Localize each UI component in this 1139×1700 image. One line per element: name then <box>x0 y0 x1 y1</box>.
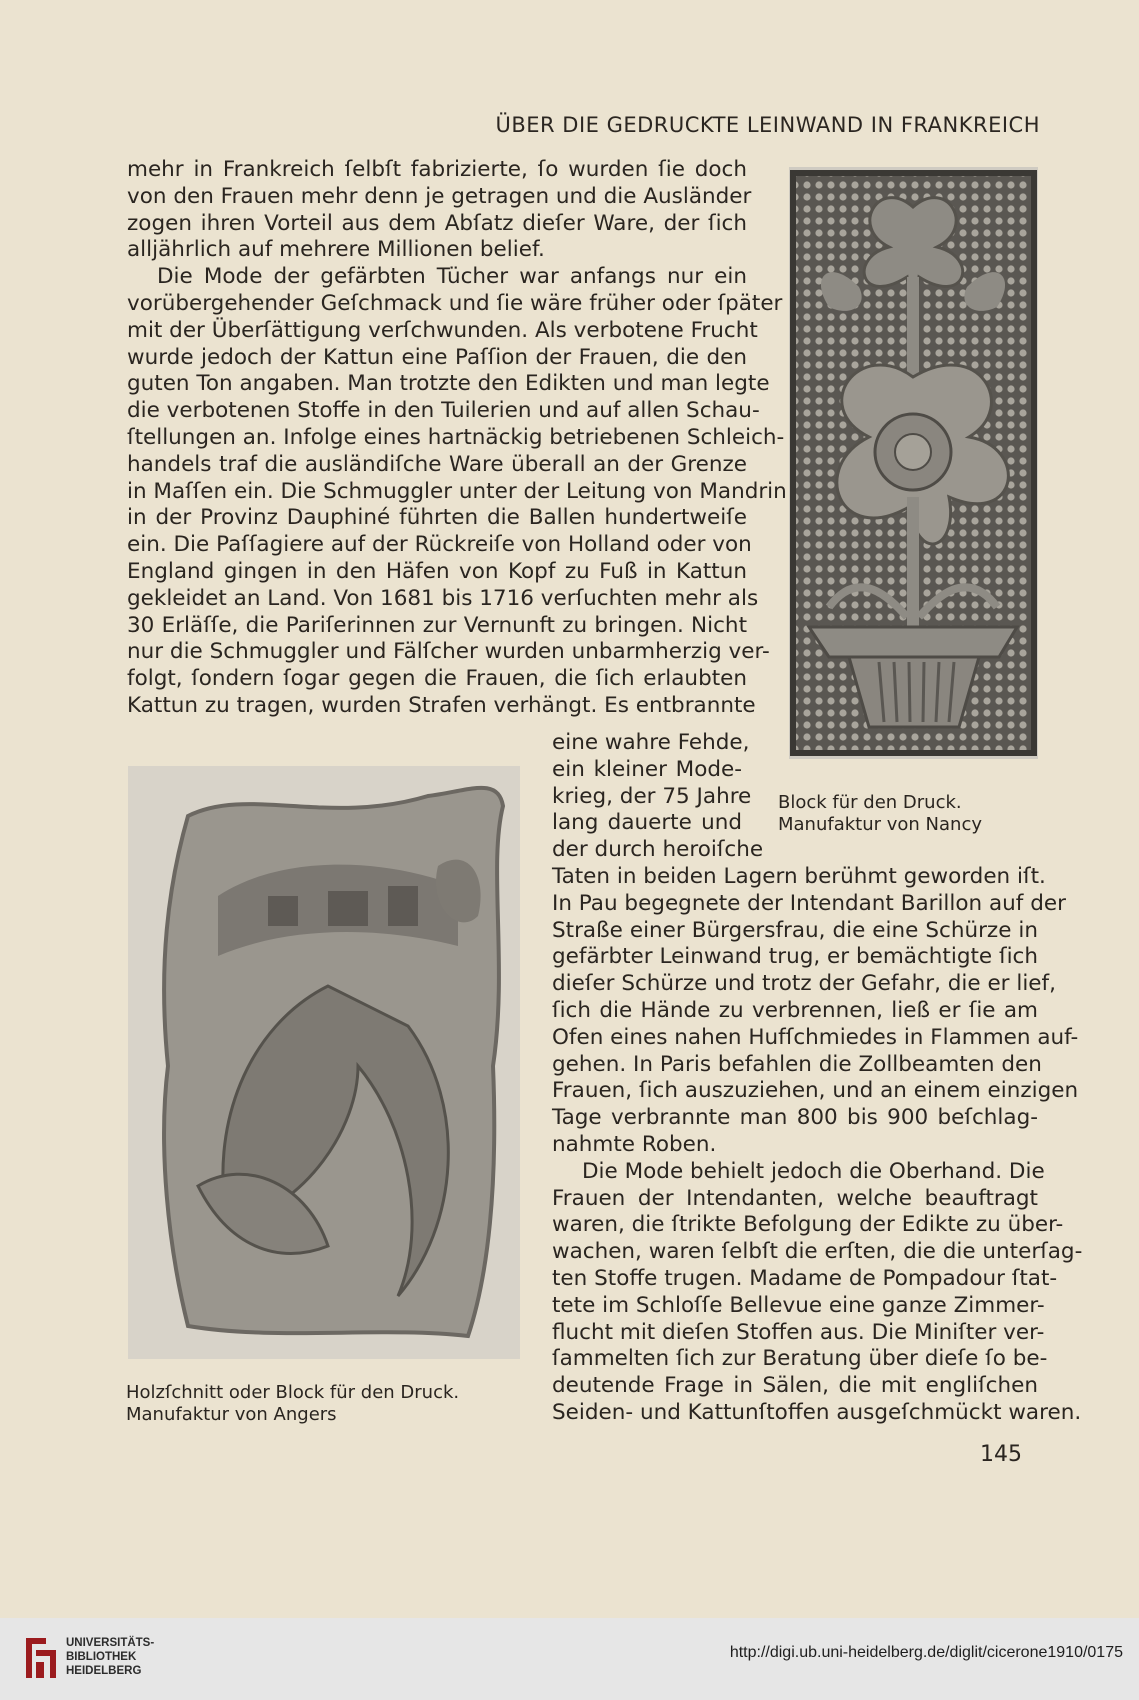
caption-nancy-line-1: Block für den Druck. <box>778 792 962 813</box>
text-line: gekleidet an Land. Von 1681 bis 1716 verſuchten mehr als <box>127 585 759 611</box>
text-line: Tage verbrannte man 800 bis 900 beſchlag- <box>552 1105 1038 1131</box>
caption-angers-line-2: Manufaktur von Angers <box>126 1404 337 1425</box>
text-line: alljährlich auf mehrere Millionen belief. <box>127 237 545 263</box>
body-text-column-1 <box>127 157 787 720</box>
text-line: nur die Schmuggler und Fälſcher wurden unbarmherzig ver- <box>127 639 770 665</box>
library-footer <box>0 1618 1139 1700</box>
text-line: Frauen der Intendanten, welche beauftragt <box>552 1185 1038 1211</box>
text-line: vorübergehender Geſchmack und ſie wäre früher oder ſpäter <box>127 290 783 316</box>
text-line: wurde jedoch der Kattun eine Paſſion der Frauen, die den <box>127 344 747 370</box>
source-url-link[interactable]: http://digi.ub.uni-heidelberg.de/diglit/cicerone1910/0175 <box>729 1644 1123 1661</box>
text-line: ein. Die Paſſagiere auf der Rückreiſe von Holland oder von <box>127 532 752 558</box>
text-line: 30 Erläſſe, die Pariſerinnen zur Vernunft zu bringen. Nicht <box>127 612 747 638</box>
text-line: wachen, waren ſelbſt die erſten, die die unterſag- <box>552 1239 1083 1265</box>
text-line: die verbotenen Stoffe in den Tuilerien und auf allen Schau- <box>127 398 760 424</box>
text-line: ſammelten ſich zur Beratung über dieſe ſo be- <box>552 1346 1048 1372</box>
figure-caption-angers <box>126 1382 459 1426</box>
text-line: Taten in beiden Lagern berühmt geworden iſt. <box>552 864 1046 889</box>
text-line: Kattun zu tragen, wurden Strafen verhängt. Es entbrannte <box>127 692 756 718</box>
text-line: ein kleiner Mode- <box>552 756 742 782</box>
text-line: zogen ihren Vorteil aus dem Abſatz dieſer Ware, der ſich <box>127 210 747 236</box>
text-line: krieg, der 75 Jahre <box>552 783 752 809</box>
carved-landscape-block-icon <box>128 766 520 1359</box>
university-library-logo-icon <box>22 1632 62 1684</box>
text-line: waren, die ſtrikte Befolgung der Edikte zu über- <box>552 1212 1064 1238</box>
woodblock-angers-image <box>128 766 520 1359</box>
figure-caption-nancy <box>778 792 982 836</box>
text-line: handels traf die ausländiſche Ware überall an der Grenze <box>127 451 747 477</box>
text-line: gehen. In Paris befahlen die Zollbeamten den <box>552 1051 1042 1077</box>
text-line: Straße einer Bürgersfrau, die eine Schürze in <box>552 917 1038 943</box>
text-line: In Pau begegnete der Intendant Barillon auf der <box>552 890 1066 916</box>
page-number: 145 <box>980 1442 1022 1467</box>
woodblock-nancy-image <box>789 167 1038 759</box>
logo-line-2: BIBLIOTHEK <box>66 1651 137 1663</box>
text-line: ſtellungen an. Infolge eines hartnäckig betriebenen Schleich- <box>127 424 785 450</box>
running-title: ÜBER DIE GEDRUCKTE LEINWAND IN FRANKREICH <box>495 113 1040 137</box>
text-line: der durch heroiſche <box>552 837 764 863</box>
library-logo-text <box>66 1636 154 1678</box>
text-line: deutende Frage in Sälen, die mit engliſchen <box>552 1373 1038 1399</box>
text-line: eine wahre Fehde, <box>552 730 750 755</box>
text-line: gefärbter Leinwand trug, er bemächtigte ſich <box>552 944 1038 970</box>
logo-line-1: UNIVERSITÄTS- <box>66 1637 155 1649</box>
text-line: mit der Überſättigung verſchwunden. Als verbotene Frucht <box>127 317 758 343</box>
text-line: flucht mit dieſen Stoffen aus. Die Miniſter ver- <box>552 1319 1045 1345</box>
caption-nancy-line-2: Manufaktur von Nancy <box>778 814 983 835</box>
text-line: lang dauerte und <box>552 810 742 836</box>
text-line: in Maſſen ein. Die Schmuggler unter der Leitung von Mandrin <box>127 478 787 504</box>
text-line: Ofen eines nahen Hufſchmiedes in Flammen auf- <box>552 1024 1079 1050</box>
text-line: von den Frauen mehr denn je getragen und die Ausländer <box>127 183 752 209</box>
text-line: nahmte Roben. <box>552 1131 717 1157</box>
text-line: ſich die Hände zu verbrennen, ließ er ſie am <box>552 997 1038 1023</box>
floral-vase-block-icon <box>789 167 1038 759</box>
text-line: mehr in Frankreich ſelbſt fabrizierte, ſo wurden ſie doch <box>127 157 747 182</box>
text-line: tete im Schloſſe Bellevue eine ganze Zimmer- <box>552 1292 1045 1318</box>
text-line: dieſer Schürze und trotz der Gefahr, die er lief, <box>552 971 1056 997</box>
text-line: folgt, ſondern ſogar gegen die Frauen, die ſich erlaubten <box>127 666 747 692</box>
text-line: ten Stoffe trugen. Madame de Pompadour ſtat- <box>552 1265 1058 1291</box>
body-text-column-2 <box>552 864 1083 1427</box>
text-line: Die Mode behielt jedoch die Oberhand. Die <box>582 1158 1045 1184</box>
logo-line-3: HEIDELBERG <box>66 1665 142 1677</box>
text-line: Die Mode der gefärbten Tücher war anfangs nur ein <box>157 264 747 290</box>
body-text-narrow <box>552 730 764 864</box>
text-line: Seiden- und Kattunſtoffen ausgeſchmückt waren. <box>552 1399 1082 1425</box>
text-line: in der Provinz Dauphiné führten die Ballen hundertweiſe <box>127 505 747 531</box>
caption-angers-line-1: Holzſchnitt oder Block für den Druck. <box>126 1382 460 1403</box>
text-line: Frauen, ſich auszuziehen, und an einem einzigen <box>552 1078 1079 1104</box>
text-line: guten Ton angaben. Man trotzte den Edikten und man legte <box>127 371 770 397</box>
text-line: England gingen in den Häfen von Kopf zu Fuß in Kattun <box>127 558 747 584</box>
